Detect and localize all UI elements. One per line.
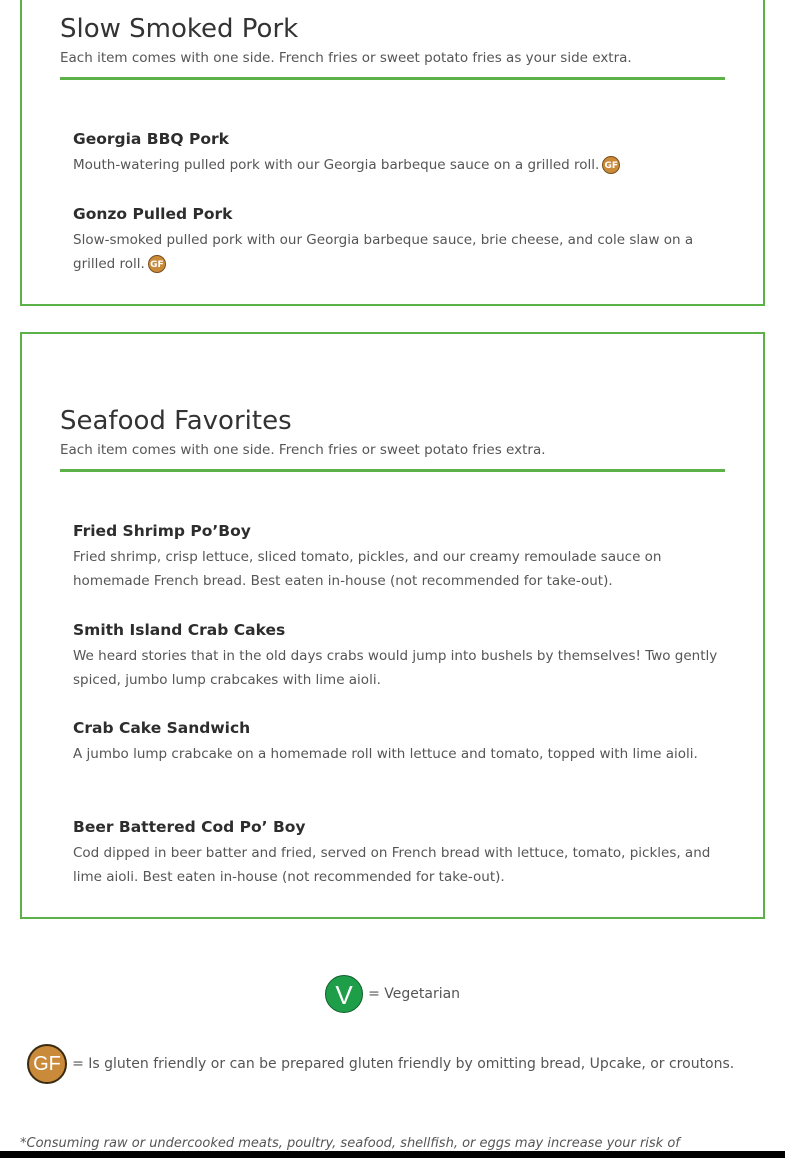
item-description: Cod dipped in beer batter and fried, served on French bread with lettuce, tomato, pickles, and lime aioli. Best eaten in-house (not recommended for take-out). (73, 845, 711, 885)
section-subtitle: Each item comes with one side. French fries or sweet potato fries extra. (60, 442, 546, 458)
menu-item (73, 204, 718, 276)
item-description: We heard stories that in the old days crabs would jump into bushels by themselves! Two gently spiced, jumbo lump crabcakes with lime aioli. (73, 648, 718, 688)
item-description-text: Mouth-watering pulled pork with our Georgia barbeque sauce on a grilled roll. (73, 157, 600, 173)
item-description: A jumbo lump crabcake on a homemade roll with lettuce and tomato, topped with lime aioli. (73, 746, 698, 762)
gluten-friendly-legend (27, 1044, 734, 1084)
vegetarian-legend-text: = Vegetarian (368, 986, 461, 1002)
section-seafood-favorites (20, 332, 765, 919)
section-title: Seafood Favorites (60, 406, 292, 436)
section-divider (60, 469, 725, 472)
vegetarian-icon: V (325, 975, 363, 1013)
section-subtitle: Each item comes with one side. French fries or sweet potato fries as your side extra. (60, 50, 632, 66)
item-description-text: Slow-smoked pulled pork with our Georgia barbeque sauce, brie cheese, and cole slaw on a grilled roll. (73, 232, 694, 272)
item-name: Fried Shrimp Po’Boy (73, 522, 251, 540)
section-slow-smoked-pork (20, 0, 765, 306)
vegetarian-legend (325, 975, 460, 1015)
item-description (73, 153, 718, 177)
item-name: Beer Battered Cod Po’ Boy (73, 818, 306, 836)
bottom-bar (0, 1151, 785, 1158)
gluten-friendly-icon: GF (148, 255, 166, 273)
menu-item (73, 817, 718, 889)
disclaimer-footnote: *Consuming raw or undercooked meats, poultry, seafood, shellfish, or eggs may increase your risk of (20, 1136, 680, 1151)
item-description: Fried shrimp, crisp lettuce, sliced tomato, pickles, and our creamy remoulade sauce on homemade French bread. Best eaten in-house (not recommended for take-out). (73, 549, 662, 589)
item-name: Georgia BBQ Pork (73, 130, 229, 148)
menu-item (73, 620, 718, 692)
menu-item (73, 521, 718, 593)
menu-item (73, 129, 718, 177)
item-name: Gonzo Pulled Pork (73, 205, 233, 223)
gluten-friendly-legend-text: = Is gluten friendly or can be prepared gluten friendly by omitting bread, Upcake, or croutons. (72, 1056, 735, 1072)
gluten-friendly-icon: GF (602, 156, 620, 174)
item-name: Crab Cake Sandwich (73, 719, 251, 737)
item-name: Smith Island Crab Cakes (73, 621, 286, 639)
section-divider (60, 77, 725, 80)
section-title: Slow Smoked Pork (60, 14, 299, 44)
item-description (73, 228, 718, 276)
menu-item (73, 718, 718, 766)
gluten-friendly-icon: GF (27, 1044, 67, 1084)
